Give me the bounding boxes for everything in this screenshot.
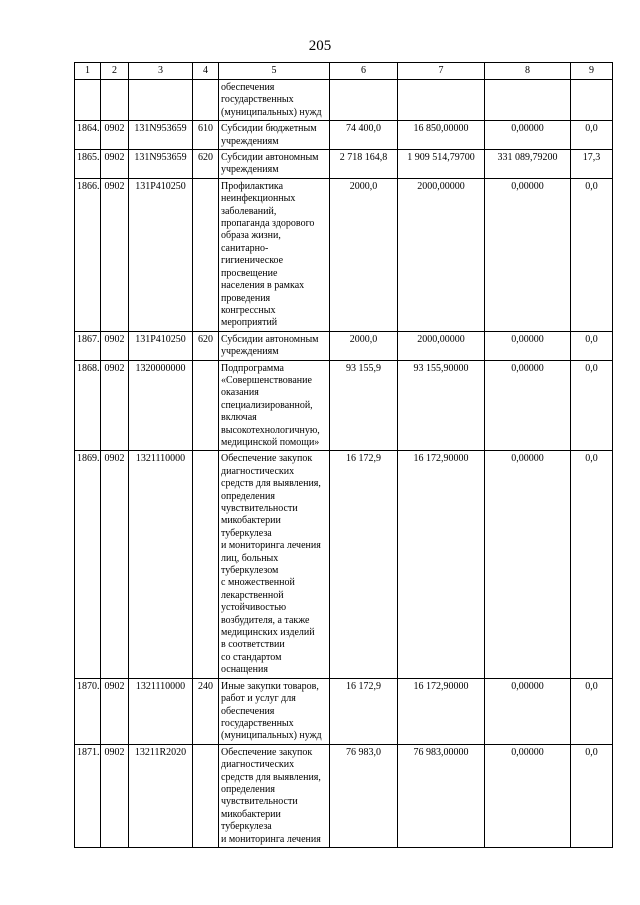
value-col9-cell: 0,0 xyxy=(571,178,613,331)
item-name-line: гигиеническое xyxy=(221,255,284,267)
row-number-cell: 1864. xyxy=(75,121,101,150)
item-name-line: чувствительности xyxy=(221,796,298,808)
value-col8-cell: 0,00000 xyxy=(485,178,571,331)
table-row xyxy=(75,744,613,847)
table-row xyxy=(75,121,613,150)
value-col6-cell: 16 172,9 xyxy=(330,678,398,744)
item-name-line: учреждениям xyxy=(221,164,279,176)
item-name-line: устойчивостью xyxy=(221,602,287,614)
item-name-line: учреждениям xyxy=(221,346,279,358)
value-col7-cell: 16 172,90000 xyxy=(398,678,485,744)
item-name-cell xyxy=(219,178,330,331)
item-name-line: учреждениям xyxy=(221,135,279,147)
item-name-line: туберкулеза xyxy=(221,821,272,833)
budget-table xyxy=(74,62,613,848)
item-name-line: специализированной, xyxy=(221,399,313,411)
item-name-line: заболеваний, xyxy=(221,205,277,217)
item-name-line: (муниципальных) нужд xyxy=(221,106,322,118)
section-code-cell: 0902 xyxy=(101,360,129,451)
section-code-cell: 0902 xyxy=(101,678,129,744)
value-col9-cell: 0,0 xyxy=(571,678,613,744)
item-name-line: туберкулезом xyxy=(221,565,279,577)
table-row xyxy=(75,178,613,331)
value-col9-cell: 0,0 xyxy=(571,331,613,360)
header-row xyxy=(75,63,613,80)
section-code-cell: 0902 xyxy=(101,178,129,331)
header-cell: 8 xyxy=(485,63,571,80)
item-name-line: определения xyxy=(221,490,275,502)
value-col6-cell xyxy=(330,80,398,121)
expense-type-cell: 620 xyxy=(193,331,219,360)
value-col8-cell: 0,00000 xyxy=(485,451,571,678)
target-article-cell: 131P410250 xyxy=(129,178,193,331)
item-name-line: Подпрограмма xyxy=(221,362,284,374)
target-article-cell xyxy=(129,80,193,121)
item-name-line: микобактерии xyxy=(221,515,281,527)
value-col8-cell: 0,00000 xyxy=(485,360,571,451)
value-col8-cell: 0,00000 xyxy=(485,121,571,150)
item-name-line: государственных xyxy=(221,94,294,106)
item-name-line: и мониторинга лечения xyxy=(221,833,321,845)
item-name-line: в соответствии xyxy=(221,639,285,651)
header-cell: 7 xyxy=(398,63,485,80)
item-name-line: обеспечения xyxy=(221,82,275,93)
target-article-cell: 13211R2020 xyxy=(129,744,193,847)
header-cell: 4 xyxy=(193,63,219,80)
item-name-line: неинфекционных xyxy=(221,193,296,205)
section-code-cell: 0902 xyxy=(101,331,129,360)
value-col9-cell: 0,0 xyxy=(571,360,613,451)
item-name-line: и мониторинга лечения xyxy=(221,540,321,552)
row-number-cell: 1869. xyxy=(75,451,101,678)
item-name-line: оснащения xyxy=(221,664,268,676)
item-name-line: санитарно- xyxy=(221,242,269,254)
item-name-cell xyxy=(219,80,330,121)
value-col6-cell: 2000,0 xyxy=(330,331,398,360)
value-col6-cell: 74 400,0 xyxy=(330,121,398,150)
value-col7-cell: 2000,00000 xyxy=(398,178,485,331)
item-name-cell xyxy=(219,150,330,179)
table-header xyxy=(75,63,613,80)
item-name-line: «Совершенствование xyxy=(221,374,312,386)
header-cell: 5 xyxy=(219,63,330,80)
value-col9-cell: 0,0 xyxy=(571,744,613,847)
target-article-cell: 131P410250 xyxy=(129,331,193,360)
item-name-cell xyxy=(219,451,330,678)
table-row xyxy=(75,150,613,179)
expense-type-cell xyxy=(193,178,219,331)
item-name-line: государственных xyxy=(221,717,294,729)
value-col6-cell: 93 155,9 xyxy=(330,360,398,451)
value-col8-cell: 0,00000 xyxy=(485,744,571,847)
item-name-line: средств для выявления, xyxy=(221,771,321,783)
row-number-cell: 1868. xyxy=(75,360,101,451)
header-cell: 6 xyxy=(330,63,398,80)
item-name-line: (муниципальных) нужд xyxy=(221,730,322,742)
table-row xyxy=(75,451,613,678)
item-name-line: чувствительности xyxy=(221,503,298,514)
item-name-cell xyxy=(219,360,330,451)
row-number-cell: 1866. xyxy=(75,178,101,331)
item-name-line: с множественной xyxy=(221,577,295,589)
value-col7-cell xyxy=(398,80,485,121)
item-name-line: просвещение xyxy=(221,267,278,279)
header-cell: 9 xyxy=(571,63,613,80)
expense-type-cell xyxy=(193,80,219,121)
row-number-cell: 1870. xyxy=(75,678,101,744)
expense-type-cell xyxy=(193,744,219,847)
value-col8-cell: 331 089,79200 xyxy=(485,150,571,179)
item-name-line: населения в рамках xyxy=(221,280,305,292)
page-number: 205 xyxy=(308,38,332,54)
expense-type-cell: 620 xyxy=(193,150,219,179)
item-name-cell xyxy=(219,121,330,150)
item-name-line: мероприятий xyxy=(221,317,278,329)
item-name-line: Субсидии автономным xyxy=(221,333,319,345)
item-name-line: определения xyxy=(221,783,275,795)
item-name-line: Субсидии бюджетным xyxy=(221,123,317,135)
section-code-cell: 0902 xyxy=(101,744,129,847)
item-name-line: медицинских изделий xyxy=(221,627,315,639)
item-name-line: диагностических xyxy=(221,759,295,771)
row-number-cell: 1871. xyxy=(75,744,101,847)
item-name-line: Обеспечение закупок xyxy=(221,746,313,758)
item-name-cell xyxy=(219,744,330,847)
expense-type-cell xyxy=(193,360,219,451)
item-name-line: Иные закупки товаров, xyxy=(221,680,319,692)
value-col9-cell xyxy=(571,80,613,121)
item-name-line: работ и услуг для xyxy=(221,693,296,705)
item-name-line: средств для выявления, xyxy=(221,478,321,490)
item-name-cell xyxy=(219,331,330,360)
row-number-cell: 1867. xyxy=(75,331,101,360)
item-name-line: включая xyxy=(221,412,257,424)
target-article-cell: 1321110000 xyxy=(129,451,193,678)
item-name-line: оказания xyxy=(221,387,259,399)
value-col6-cell: 2000,0 xyxy=(330,178,398,331)
item-name-line: диагностических xyxy=(221,465,295,477)
item-name-cell xyxy=(219,678,330,744)
value-col7-cell: 76 983,00000 xyxy=(398,744,485,847)
item-name-line: туберкулеза xyxy=(221,527,272,539)
target-article-cell: 1320000000 xyxy=(129,360,193,451)
item-name-line: лиц, больных xyxy=(221,552,279,564)
item-name-line: высокотехнологичную, xyxy=(221,424,320,436)
item-name-line: конгрессных xyxy=(221,304,276,316)
item-name-line: проведения xyxy=(221,292,271,304)
table-row xyxy=(75,331,613,360)
section-code-cell: 0902 xyxy=(101,121,129,150)
item-name-line: Обеспечение закупок xyxy=(221,453,313,465)
header-cell: 2 xyxy=(101,63,129,80)
target-article-cell: 131N953659 xyxy=(129,150,193,179)
value-col7-cell: 2000,00000 xyxy=(398,331,485,360)
table-row xyxy=(75,678,613,744)
target-article-cell: 1321110000 xyxy=(129,678,193,744)
value-col7-cell: 1 909 514,79700 xyxy=(398,150,485,179)
item-name-line: пропаганда здорового xyxy=(221,218,315,230)
table-row xyxy=(75,80,613,121)
header-cell: 3 xyxy=(129,63,193,80)
expense-type-cell: 240 xyxy=(193,678,219,744)
section-code-cell: 0902 xyxy=(101,451,129,678)
item-name-line: лекарственной xyxy=(221,589,284,601)
item-name-line: медицинской помощи» xyxy=(221,436,320,448)
row-number-cell: 1865. xyxy=(75,150,101,179)
item-name-line: образа жизни, xyxy=(221,230,281,242)
item-name-line: возбудителя, а также xyxy=(221,614,310,626)
section-code-cell: 0902 xyxy=(101,150,129,179)
value-col6-cell: 76 983,0 xyxy=(330,744,398,847)
value-col7-cell: 16 172,90000 xyxy=(398,451,485,678)
value-col8-cell: 0,00000 xyxy=(485,331,571,360)
target-article-cell: 131N953659 xyxy=(129,121,193,150)
value-col6-cell: 16 172,9 xyxy=(330,451,398,678)
value-col9-cell: 0,0 xyxy=(571,121,613,150)
value-col8-cell: 0,00000 xyxy=(485,678,571,744)
header-cell: 1 xyxy=(75,63,101,80)
item-name-line: обеспечения xyxy=(221,705,275,717)
table-body xyxy=(75,80,613,848)
table-row xyxy=(75,360,613,451)
value-col6-cell: 2 718 164,8 xyxy=(330,150,398,179)
section-code-cell xyxy=(101,80,129,121)
value-col7-cell: 93 155,90000 xyxy=(398,360,485,451)
expense-type-cell xyxy=(193,451,219,678)
value-col8-cell xyxy=(485,80,571,121)
value-col9-cell: 17,3 xyxy=(571,150,613,179)
item-name-line: Профилактика xyxy=(221,180,284,192)
expense-type-cell: 610 xyxy=(193,121,219,150)
item-name-line: Субсидии автономным xyxy=(221,152,319,164)
value-col9-cell: 0,0 xyxy=(571,451,613,678)
value-col7-cell: 16 850,00000 xyxy=(398,121,485,150)
item-name-line: со стандартом xyxy=(221,651,282,663)
row-number-cell xyxy=(75,80,101,121)
item-name-line: микобактерии xyxy=(221,808,281,820)
